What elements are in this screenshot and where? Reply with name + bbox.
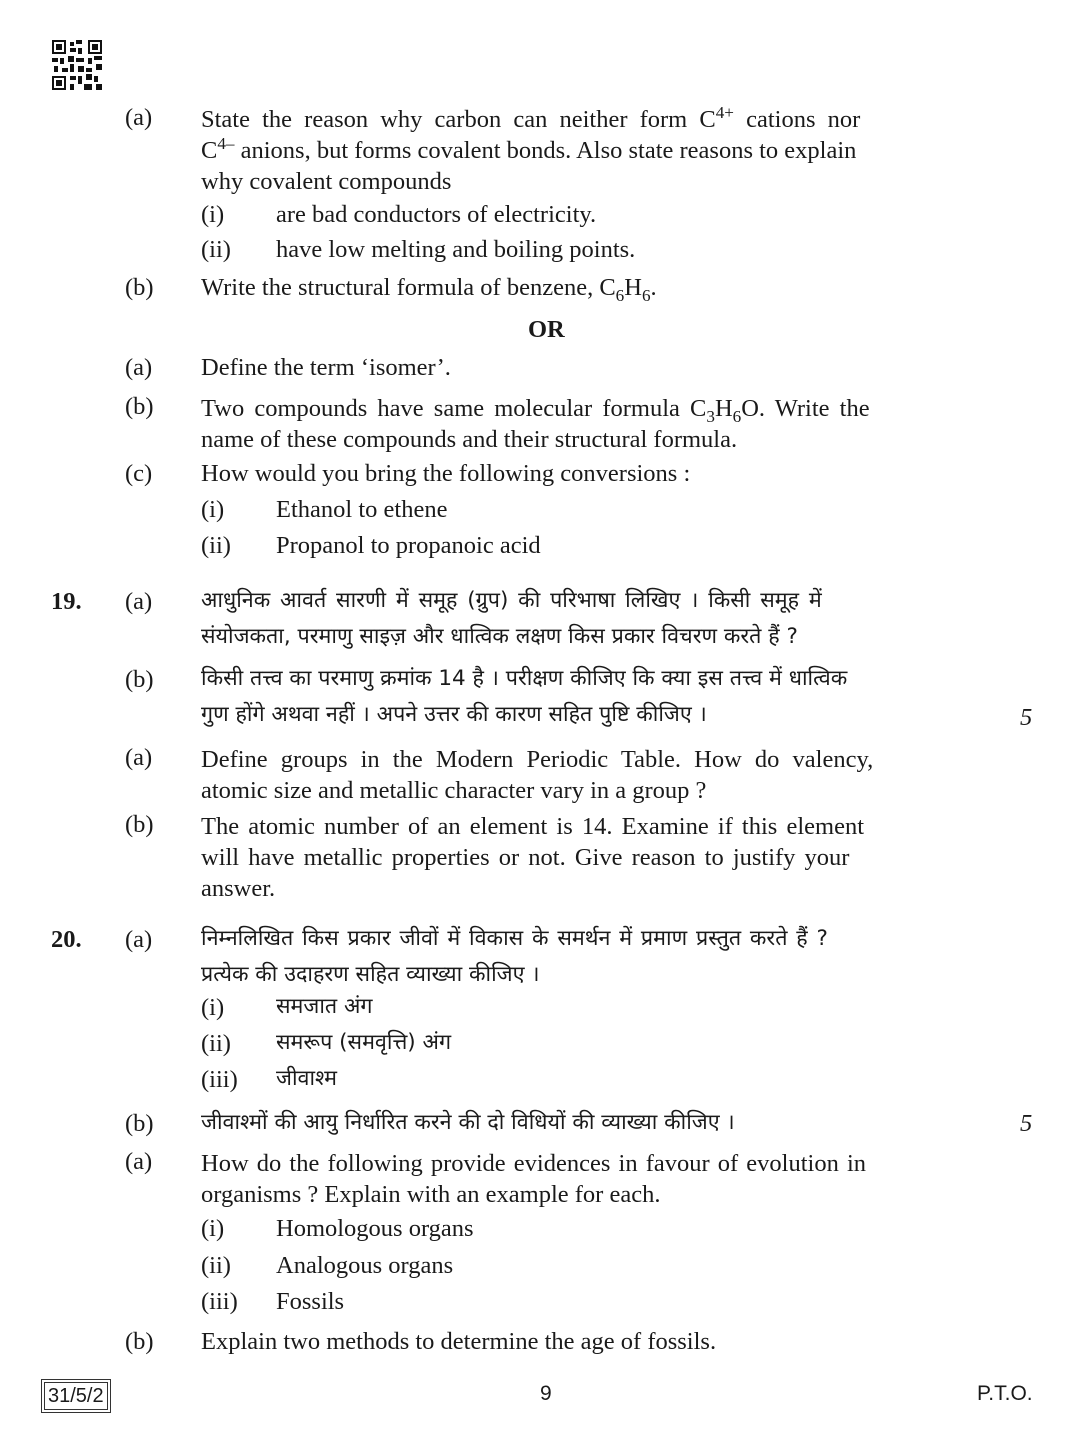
q20-en-a-text (201, 1148, 979, 1210)
q19-en-b-label: (b) (125, 811, 154, 838)
q20-en-ii-label: (ii) (201, 1252, 231, 1279)
q18-b-mid: H (624, 274, 642, 301)
q18-a-l1-sup: 4+ (715, 102, 734, 122)
q19-en-b-line3: answer. (201, 875, 276, 902)
q19-en-a-line1: Define groups in the Modern Periodic Table. How do valency, (201, 746, 874, 773)
or-divider: OR (528, 316, 565, 343)
q20-hi-iii-label: (iii) (201, 1066, 238, 1093)
q18-or-c-label: (c) (125, 460, 153, 487)
q18-a-l2-post: anions, but forms covalent bonds. Also state reasons to explain (234, 137, 857, 164)
q19-hi-a-text (201, 583, 979, 655)
q19-number: 19. (51, 588, 82, 615)
q20-hi-ii-label: (ii) (201, 1030, 231, 1057)
q20-en-a-label: (a) (125, 1148, 153, 1175)
q19-hi-a-label: (a) (125, 588, 153, 615)
q19-en-b-line1: The atomic number of an element is 14. Examine if this element (201, 813, 865, 840)
q20-hi-i-text: समजात अंग (276, 994, 373, 1019)
q19-en-a-text (201, 744, 979, 806)
q18-or-b-sub1: 3 (706, 406, 715, 426)
q20-en-iii-label: (iii) (201, 1288, 238, 1315)
q20-en-i-label: (i) (201, 1215, 225, 1242)
q18-or-c-ii-text: Propanol to propanoic acid (276, 532, 541, 559)
q20-hi-a-label: (a) (125, 926, 153, 953)
q18-or-b-text (201, 393, 979, 455)
q18-or-a-text: Define the term ‘isomer’. (201, 354, 451, 381)
q20-hi-a-line1: निम्नलिखित किस प्रकार जीवों में विकास के समर्थन में प्रमाण प्रस्तुत करते हैं ? (201, 926, 828, 951)
q18-a-ii-label: (ii) (201, 236, 231, 263)
q18-or-b-l1-post: O. Write the (741, 395, 870, 422)
q20-hi-a-text (201, 921, 979, 993)
q20-en-iii-text: Fossils (276, 1288, 345, 1315)
q20-en-i-text: Homologous organs (276, 1215, 474, 1242)
q18-or-c-i-label: (i) (201, 496, 225, 523)
q18-or-b-sub2: 6 (732, 406, 742, 426)
q18-a-label: (a) (125, 104, 153, 131)
q18-a-i-text: are bad conductors of electricity. (276, 201, 597, 228)
q18-b-label: (b) (125, 274, 154, 301)
q19-hi-b-label: (b) (125, 666, 154, 693)
q18-b-text (201, 274, 657, 305)
page-number: 9 (540, 1382, 552, 1405)
q18-a-l1-pre: State the reason why carbon can neither form C (201, 106, 716, 133)
q18-or-b-mid: H (714, 395, 733, 422)
q20-en-b-label: (b) (125, 1328, 154, 1355)
q20-number: 20. (51, 926, 82, 953)
q18-or-c-i-text: Ethanol to ethene (276, 496, 448, 523)
q19-en-b-line2: will have metallic properties or not. Give reason to justify your (201, 844, 850, 871)
q18-a-text (201, 104, 979, 197)
q18-or-b-label: (b) (125, 393, 154, 420)
q20-hi-iii-text: जीवाश्म (276, 1066, 338, 1091)
q19-hi-b-line2: गुण होंगे अथवा नहीं । अपने उत्तर की कारण सहित पुष्टि कीजिए । (201, 702, 707, 727)
q19-en-a-label: (a) (125, 744, 153, 771)
q19-hi-a-line2: संयोजकता, परमाणु साइज़ और धात्विक लक्षण किस प्रकार विचरण करते हैं ? (201, 624, 798, 649)
q18-a-line1 (201, 104, 979, 135)
q19-hi-a-line1: आधुनिक आवर्त सारणी में समूह (ग्रुप) की परिभाषा लिखिए । किसी समूह में (201, 588, 822, 613)
q19-marks: 5 (1020, 704, 1033, 731)
q20-hi-i-label: (i) (201, 994, 225, 1021)
q20-en-a-line1: How do the following provide evidences in favour of evolution in (201, 1150, 867, 1177)
q18-b-sub2: 6 (641, 285, 651, 305)
q18-a-line2 (201, 135, 979, 166)
q18-a-line3: why covalent compounds (201, 168, 452, 195)
q18-a-ii-text: have low melting and boiling points. (276, 236, 636, 263)
q20-hi-b-text: जीवाश्मों की आयु निर्धारित करने की दो विधियों की व्याख्या कीजिए । (201, 1110, 735, 1135)
q18-b-pre: Write the structural formula of benzene, C (201, 274, 616, 301)
q18-a-l1-words (201, 104, 860, 135)
q18-a-l1-post: cations nor (733, 106, 861, 133)
q20-en-b-text: Explain two methods to determine the age of fossils. (201, 1328, 717, 1355)
q18-or-b-line2: name of these compounds and their structural formula. (201, 426, 738, 453)
q18-or-b-l1-pre: Two compounds have same molecular formula C (201, 395, 707, 422)
q18-or-c-ii-label: (ii) (201, 532, 231, 559)
paper-code: 31/5/2 (44, 1382, 108, 1410)
q18-b-sub1: 6 (615, 285, 625, 305)
q18-or-a-label: (a) (125, 354, 153, 381)
q20-en-ii-text: Analogous organs (276, 1252, 454, 1279)
q20-marks: 5 (1020, 1110, 1033, 1137)
q19-en-b-text (201, 811, 979, 904)
q20-hi-a-line2: प्रत्येक की उदाहरण सहित व्याख्या कीजिए । (201, 962, 540, 987)
q20-en-a-line2: organisms ? Explain with an example for each. (201, 1181, 661, 1208)
qr-code-icon (52, 40, 102, 90)
q20-hi-ii-text: समरूप (समवृत्ति) अंग (276, 1030, 452, 1055)
q18-a-l2-sup: 4– (217, 133, 235, 153)
q18-a-i-label: (i) (201, 201, 225, 228)
q18-or-b-line1 (201, 393, 979, 424)
q20-hi-b-label: (b) (125, 1110, 154, 1137)
q19-hi-b-line1: किसी तत्त्व का परमाणु क्रमांक 14 है । परीक्षण कीजिए कि क्या इस तत्त्व में धात्विक (201, 666, 848, 691)
q19-en-a-line2: atomic size and metallic character vary in a group ? (201, 777, 707, 804)
q19-hi-b-text (201, 661, 979, 733)
q18-b-post: . (650, 274, 657, 301)
q18-a-l2-pre: C (201, 137, 218, 164)
pto-label: P.T.O. (977, 1382, 1033, 1405)
q18-or-c-text: How would you bring the following conversions : (201, 460, 691, 487)
